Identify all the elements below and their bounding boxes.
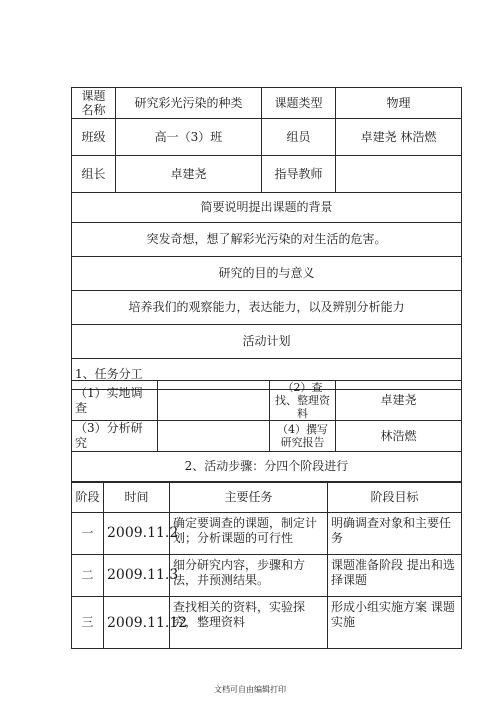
task-person: 林浩燃 <box>336 421 462 452</box>
topic-type-label: 课题类型 <box>262 88 336 119</box>
stage-cell: 一 <box>72 513 104 555</box>
topic-name-label: 课题名称 <box>72 88 116 119</box>
leader-label: 组长 <box>72 156 116 193</box>
stage-cell: 三 <box>72 597 104 649</box>
task-label: （4）撰写研究报告 <box>270 421 336 452</box>
leader-value: 卓建尧 <box>116 156 262 193</box>
page-footer: 文档可自由编辑打印 <box>214 685 286 694</box>
stages-header-row <box>72 483 462 513</box>
project-info-table <box>71 87 462 390</box>
time-header: 时间 <box>104 483 170 513</box>
task-label: （2）查找、整理资料 <box>270 381 336 421</box>
topic-name-value: 研究彩光污染的种类 <box>116 88 262 119</box>
time-cell: 2009.11.2 <box>104 513 170 555</box>
task-division-heading: 1、任务分工 <box>72 359 462 390</box>
goal-header: 阶段目标 <box>328 483 462 513</box>
time-cell: 2009.11.3 <box>104 555 170 597</box>
task-header: 主要任务 <box>170 483 328 513</box>
advisor-value <box>336 156 462 193</box>
class-label: 班级 <box>72 119 116 156</box>
advisor-label: 指导教师 <box>262 156 336 193</box>
task-row <box>72 421 462 452</box>
task-cell: 确定要调查的课题，制定计划；分析课题的可行性 <box>170 513 328 555</box>
task-person <box>158 381 270 421</box>
background-heading: 简要说明提出课题的背景 <box>72 193 462 223</box>
task-cell: 查找相关的资料，实验探究，整理资料 <box>170 597 328 649</box>
goal-cell: 课题准备阶段 提出和选择课题 <box>328 555 462 597</box>
stage-cell: 二 <box>72 555 104 597</box>
members-label: 组员 <box>262 119 336 156</box>
time-cell: 2009.11.12 <box>104 597 170 649</box>
stage-header: 阶段 <box>72 483 104 513</box>
background-text: 突发奇想，想了解彩光污染的对生活的危害。 <box>72 223 462 257</box>
task-label: （1）实地调查 <box>72 381 158 421</box>
class-value: 高一（3）班 <box>116 119 262 156</box>
task-cell: 细分研究内容，步骤和方法，并预测结果。 <box>170 555 328 597</box>
goal-cell: 明确调查对象和主要任务 <box>328 513 462 555</box>
task-row <box>72 381 462 421</box>
goal-cell: 形成小组实施方案 课题实施 <box>328 597 462 649</box>
topic-type-value: 物理 <box>336 88 462 119</box>
task-division-table <box>71 380 462 482</box>
task-person <box>158 421 270 452</box>
stages-table <box>71 482 462 649</box>
task-label: （3）分析研究 <box>72 421 158 452</box>
purpose-text: 培养我们的观察能力，表达能力，以及辨别分析能力 <box>72 291 462 325</box>
steps-heading: 2、活动步骤：分四个阶段进行 <box>72 452 462 482</box>
purpose-heading: 研究的目的与意义 <box>72 257 462 291</box>
table-row <box>72 597 462 649</box>
plan-heading: 活动计划 <box>72 325 462 359</box>
table-row <box>72 555 462 597</box>
table-row <box>72 513 462 555</box>
members-value: 卓建尧 林浩燃 <box>336 119 462 156</box>
task-person: 卓建尧 <box>336 381 462 421</box>
